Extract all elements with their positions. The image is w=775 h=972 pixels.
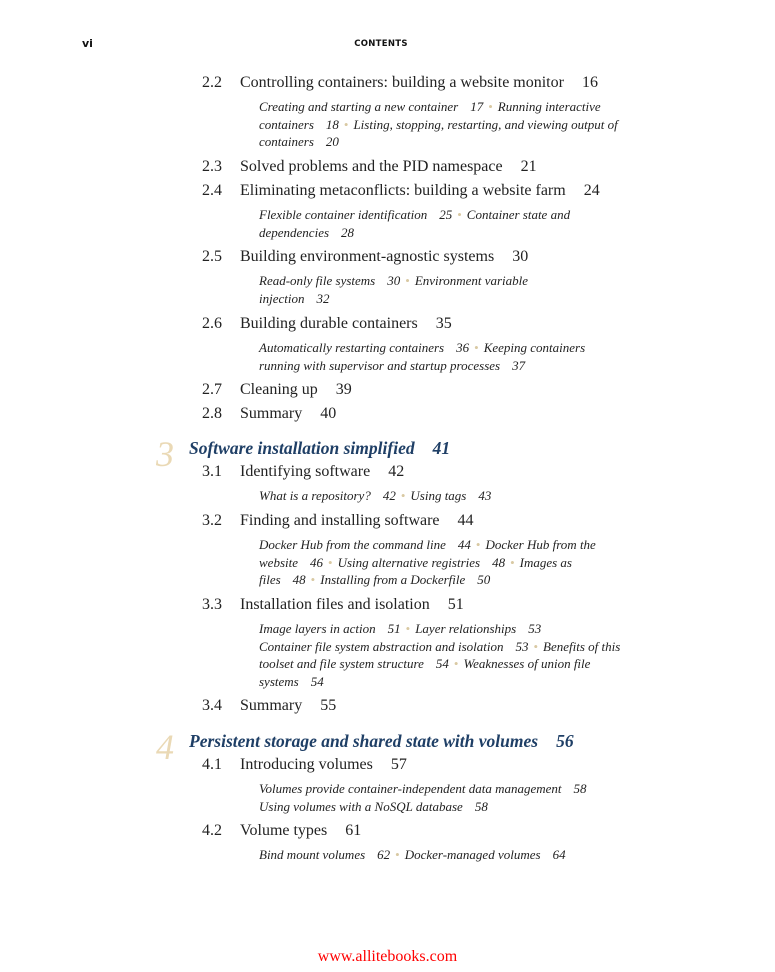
subsection-page: 48 bbox=[292, 572, 306, 587]
subsection-title: Bind mount volumes bbox=[259, 847, 366, 862]
subsection-title: Volumes provide container-independent data management bbox=[259, 781, 562, 796]
toc-section-3-1[interactable] bbox=[202, 463, 404, 481]
subsection-title: Using volumes with a NoSQL database bbox=[259, 798, 463, 814]
toc-section-3-4[interactable] bbox=[202, 697, 336, 715]
section-title: Installation files and isolation bbox=[240, 596, 430, 613]
section-number: 2.7 bbox=[202, 381, 222, 398]
subsection-title: Using tags bbox=[410, 488, 467, 503]
footer-link[interactable]: www.allitebooks.com bbox=[317, 948, 458, 965]
subsection-page: 58 bbox=[573, 781, 587, 796]
subsection-title: Automatically restarting containers bbox=[259, 340, 445, 355]
subsection-page: 62 bbox=[377, 847, 391, 862]
chapter-number: 4 bbox=[156, 727, 174, 767]
subsection-title: Using alternative registries bbox=[337, 554, 481, 570]
toc-section-2-7[interactable] bbox=[202, 381, 352, 399]
section-number: 4.2 bbox=[202, 822, 222, 839]
section-title: Controlling containers: building a website monitor bbox=[240, 74, 564, 91]
section-number: 2.5 bbox=[202, 248, 222, 265]
section-page: 21 bbox=[520, 158, 537, 175]
subsection-title: Running interactive containers bbox=[259, 99, 601, 132]
subsection-page: 46 bbox=[310, 554, 323, 570]
chapter-page: 41 bbox=[432, 438, 451, 458]
toc-subsections-3-1 bbox=[259, 487, 629, 505]
section-title: Eliminating metaconflicts: building a website farm bbox=[240, 182, 566, 199]
subsection-page: 43 bbox=[478, 488, 492, 503]
toc-section-3-3[interactable] bbox=[202, 596, 464, 614]
subsection-page: 25 bbox=[439, 207, 453, 222]
subsection-title: Keeping containers running with supervisor and startup processes bbox=[259, 340, 586, 373]
section-title: Solved problems and the PID namespace bbox=[240, 158, 503, 175]
subsection-page: 28 bbox=[341, 224, 355, 240]
section-title: Introducing volumes bbox=[240, 756, 373, 773]
subsection-title: Installing from a Dockerfile bbox=[320, 572, 466, 587]
bullet-icon: • bbox=[328, 554, 333, 570]
toc-section-4-1[interactable] bbox=[202, 756, 407, 774]
subsection-title: Flexible container identification bbox=[259, 207, 428, 222]
subsection-title: Weaknesses of union file systems bbox=[259, 656, 591, 689]
subsection-page: 44 bbox=[457, 537, 471, 552]
subsection-page: 54 bbox=[310, 673, 324, 689]
toc-subsections-2-2 bbox=[259, 98, 629, 151]
toc-chapter-3[interactable] bbox=[189, 438, 450, 459]
toc-subsections-2-5 bbox=[259, 272, 569, 307]
section-number: 3.4 bbox=[202, 697, 222, 714]
bullet-icon: • bbox=[475, 537, 481, 552]
bullet-icon: • bbox=[395, 847, 400, 862]
section-title: Identifying software bbox=[240, 463, 371, 480]
subsection-title: Container state and dependencies bbox=[259, 207, 571, 240]
section-page: 30 bbox=[512, 248, 529, 265]
section-page: 35 bbox=[435, 315, 452, 332]
subsection-title: Environment variable injection bbox=[259, 273, 529, 306]
page-number: vi bbox=[82, 37, 93, 50]
chapter-number: 3 bbox=[156, 434, 174, 474]
toc-subsections-2-4 bbox=[259, 206, 609, 241]
section-number: 2.2 bbox=[202, 74, 222, 91]
section-number: 3.2 bbox=[202, 512, 222, 529]
subsection-page: 30 bbox=[387, 273, 401, 288]
subsection-page: 53 bbox=[528, 621, 542, 636]
section-number: 2.4 bbox=[202, 182, 222, 199]
subsection-page: 51 bbox=[387, 621, 401, 636]
section-number: 3.1 bbox=[202, 463, 222, 480]
section-page: 55 bbox=[320, 697, 337, 714]
subsection-title: Container file system abstraction and isolation bbox=[259, 638, 504, 654]
bullet-icon: • bbox=[310, 572, 316, 587]
subsection-title: Read-only file systems bbox=[259, 273, 376, 288]
subsection-page: 48 bbox=[492, 554, 506, 570]
toc-subsections-3-2 bbox=[259, 536, 631, 589]
section-page: 61 bbox=[345, 822, 362, 839]
bullet-icon: • bbox=[510, 554, 515, 570]
subsection-page: 64 bbox=[552, 847, 566, 862]
subsection-page: 36 bbox=[456, 340, 470, 355]
toc-section-2-2[interactable] bbox=[202, 74, 598, 92]
subsection-page: 18 bbox=[325, 116, 339, 132]
toc-section-4-2[interactable] bbox=[202, 822, 361, 840]
subsection-page: 32 bbox=[316, 290, 330, 306]
section-page: 42 bbox=[388, 463, 405, 480]
section-number: 2.3 bbox=[202, 158, 222, 175]
section-page: 39 bbox=[335, 381, 352, 398]
section-number: 2.6 bbox=[202, 315, 222, 332]
subsection-title: Benefits of this toolset and file system structure bbox=[259, 638, 621, 671]
section-title: Building durable containers bbox=[240, 315, 418, 332]
toc-section-2-5[interactable] bbox=[202, 248, 528, 266]
running-head: CONTENTS bbox=[354, 39, 408, 49]
section-number: 3.3 bbox=[202, 596, 222, 613]
section-title: Building environment-agnostic systems bbox=[240, 248, 495, 265]
subsection-title: Docker Hub from the command line bbox=[259, 537, 446, 552]
bullet-icon: • bbox=[488, 99, 493, 114]
subsection-page: 50 bbox=[477, 572, 491, 587]
subsection-page: 37 bbox=[512, 357, 526, 373]
chapter-page: 56 bbox=[556, 731, 574, 751]
toc-section-2-6[interactable] bbox=[202, 315, 452, 333]
subsection-title: Layer relationships bbox=[415, 621, 517, 636]
section-number: 2.8 bbox=[202, 405, 222, 422]
toc-section-2-8[interactable] bbox=[202, 405, 336, 423]
subsection-title: What is a repository? bbox=[259, 488, 371, 503]
bullet-icon: • bbox=[400, 488, 406, 503]
toc-section-2-4[interactable] bbox=[202, 182, 600, 200]
section-number: 4.1 bbox=[202, 756, 222, 773]
subsection-page: 53 bbox=[515, 638, 529, 654]
bullet-icon: • bbox=[457, 207, 462, 222]
section-page: 51 bbox=[447, 596, 464, 613]
bullet-icon: • bbox=[453, 656, 459, 671]
section-page: 40 bbox=[320, 405, 337, 422]
section-title: Volume types bbox=[240, 822, 328, 839]
chapter-title: Software installation simplified bbox=[189, 438, 415, 458]
toc-subsections-3-3 bbox=[259, 620, 631, 690]
section-page: 44 bbox=[457, 512, 474, 529]
subsection-title: Image layers in action bbox=[259, 621, 376, 636]
section-page: 57 bbox=[390, 756, 407, 773]
toc-subsections-2-6 bbox=[259, 339, 629, 374]
section-title: Summary bbox=[240, 697, 303, 714]
section-title: Finding and installing software bbox=[240, 512, 440, 529]
chapter-title: Persistent storage and shared state with volumes bbox=[189, 731, 539, 751]
toc-section-3-2[interactable] bbox=[202, 512, 474, 530]
section-page: 24 bbox=[583, 182, 600, 199]
subsection-page: 42 bbox=[382, 488, 396, 503]
subsection-page: 54 bbox=[435, 656, 449, 671]
section-page: 16 bbox=[581, 74, 598, 91]
toc-subsections-4-2 bbox=[259, 846, 631, 864]
subsection-title: Docker-managed volumes bbox=[404, 847, 541, 862]
bullet-icon: • bbox=[474, 340, 479, 355]
subsection-page: 20 bbox=[325, 134, 339, 149]
subsection-page: 58 bbox=[474, 798, 488, 814]
subsection-title: Docker Hub from the website bbox=[259, 537, 596, 570]
toc-subsections-4-1 bbox=[259, 780, 631, 815]
bullet-icon: • bbox=[405, 273, 410, 288]
subsection-title: Images as files bbox=[259, 554, 572, 587]
subsection-title: Creating and starting a new container bbox=[259, 99, 459, 114]
section-title: Summary bbox=[240, 405, 303, 422]
bullet-icon: • bbox=[343, 116, 349, 132]
bullet-icon: • bbox=[533, 638, 539, 654]
subsection-page: 17 bbox=[470, 99, 484, 114]
bullet-icon: • bbox=[405, 621, 411, 636]
toc-section-2-3[interactable] bbox=[202, 158, 537, 176]
toc-chapter-4[interactable] bbox=[189, 731, 574, 752]
section-title: Cleaning up bbox=[240, 381, 318, 398]
subsection-title: Listing, stopping, restarting, and viewing output of containers bbox=[259, 116, 618, 149]
